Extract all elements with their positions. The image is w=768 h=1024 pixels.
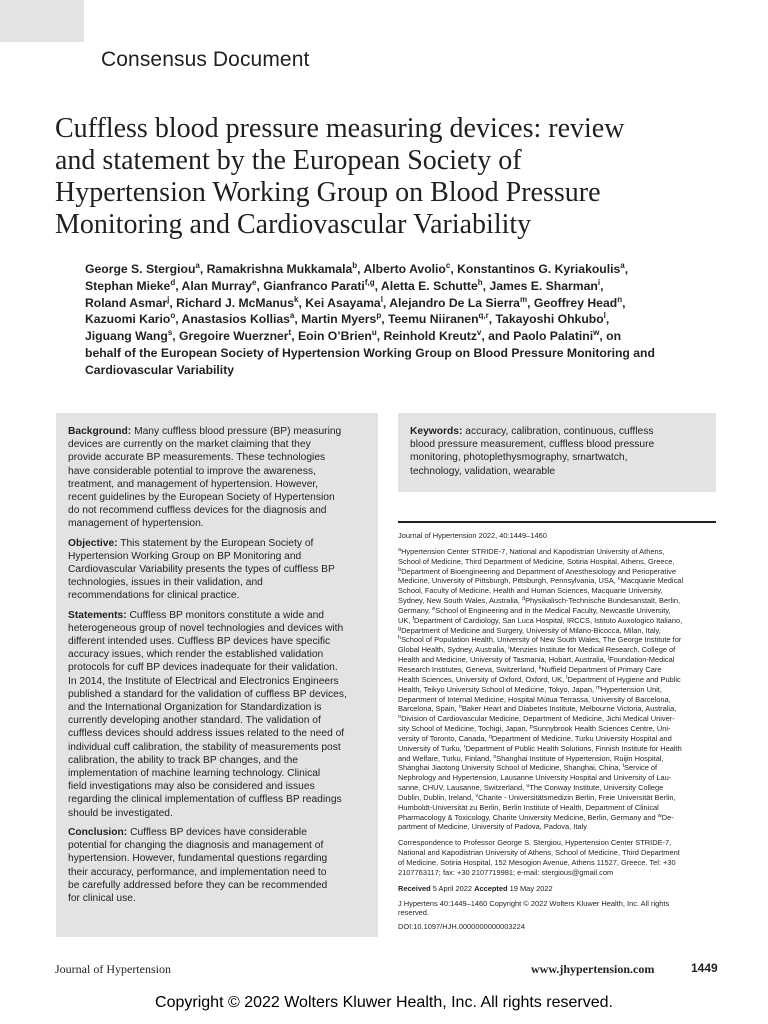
doi: DOI:10.1097/HJH.0000000000003224 — [398, 922, 525, 932]
received-label: Received — [398, 883, 431, 893]
author-line: Jiguang Wang$^s$, Gregoire Wuerzner$^t$, Eoin O’Brien$^u$, Reinhold Kreutz$^v$, and Paolo Palatini$^w$, on — [85, 328, 622, 344]
article-copyright: J Hypertens 40:1449–1460 Copyright © 2022 Wolters Kluwer Health, Inc. All rights reserved. — [398, 898, 670, 918]
author-line: Roland Asmar$^j$, Richard J. McManus$^k$, Kei Asayama$^l$, Alejandro De La Sierra$^m$, Geoffrey Head$^n$, — [85, 294, 626, 310]
page-number: 1449 — [691, 961, 718, 975]
abstract-conclusion-label: Conclusion: — [68, 826, 128, 838]
footer-journal-name: Journal of Hypertension — [55, 962, 171, 976]
title-line: Monitoring and Cardiovascular Variability — [55, 209, 532, 240]
author-list — [85, 261, 745, 379]
accepted-date: 19 May 2022 — [507, 883, 553, 893]
author-line: behalf of the European Society of Hypertension Working Group on Blood Pressure Monitoring and — [85, 345, 655, 360]
received-date: 5 April 2022 — [430, 883, 475, 893]
article-dates — [398, 884, 716, 894]
section-label: Consensus Document — [101, 48, 310, 71]
title-line: and statement by the European Society of — [55, 145, 522, 176]
author-line: Kazuomi Kario$^o$, Anastasios Kollias$^a$, Martin Myers$^p$, Teemu Niiranen$^{q,r}$, Takayoshi Ohkubo$^l$, — [85, 311, 610, 327]
author-line: George S. Stergiou$^a$, Ramakrishna Mukkamala$^b$, Alberto Avolio$^c$, Konstantinos G. Kyriakoulis$^a$, — [85, 261, 629, 276]
article-title — [55, 113, 735, 241]
abstract-box — [56, 413, 378, 937]
abstract-statements: Statements: Cuffless BP monitors constitute a wide and heterogeneous group of novel technologies and devices with different intended uses. Cuffless BP devices have specific accuracy issues, which render the established validation protocols for cuff BP devices inadequate for their validation. In 2014, the Institute of Electrical and Electronics Engineers published a standard for the validation of cuffless BP devices, and the International Organization for Standardization is currently developing another standard. The validation of cuffless devices should address issues related to the need of individual cuff calibration, the stability of measurements post calibration, the ability to track BP changes, and the implementation of machine learning technology. Clinical field investigations may also be considered and issues regarding the clinical implementation of cuffless BP readings should be investigated. — [68, 609, 347, 819]
abstract-conclusion: Conclusion: Cuffless BP devices have considerable potential for changing the diagnosis and management of hypertension. However, fundamental questions regarding their accuracy, performance, and implementation need to be carefully addressed before they can be recommended for clinical use. — [68, 826, 328, 904]
abstract-objective: Objective: This statement by the European Society of Hypertension Working Group on BP Monitoring and Cardiovascular Variability presents the types of cuffless BP technologies, issues in their validation, and recommendations for clinical practice. — [68, 537, 335, 602]
title-line: Cuffless blood pressure measuring devices: review — [55, 113, 625, 144]
abstract-statements-label: Statements: — [68, 609, 127, 621]
title-line: Hypertension Working Group on Blood Pressure — [55, 177, 601, 208]
correspondence: Correspondence to Professor George S. Stergiou, Hypertension Center STRIDE-7, National and Kapodistrian University of Athens, School of Medicine, Third Department of Medicine, Sotiria Hospital, 152 Mesogion Avenue, Athens 11527, Greece. Tel: +30 2107763117; fax: +30 2107719981; e-mail: stergious@gmail.com — [398, 838, 680, 877]
abstract-background-label: Background: — [68, 426, 132, 437]
article-metadata — [398, 531, 716, 932]
footer-url: www.jhypertension.com — [531, 962, 655, 976]
affiliations: $^a$Hypertension Center STRIDE-7, National and Kapodistrian University of Athens, School of Medicine, Third Department of Medicine, Sotiria Hospital, Athens, Greece, $^b$Department of Bioengineering and Department of Anesthesiology and Perioperative Medicine, University of Pittsburgh, Pittsburgh, Pennsylvania, USA, $^c$Macquarie Medical School, Faculty of Medicine, Health and Human Sciences, Macquarie University, Sydney, New South Wales, Australia, $^d$Physikalisch-Technische Bundesanstalt, Berlin, Germany, $^e$School of Engineering and in the Medical Faculty, Newcastle University, UK, $^f$Department of Cardiology, San Luca Hospital, IRCCS, Istituto Auxologico Italiano, $^g$Department of Medicine and Surgery, University of Milano-Bicocca, Milan, Italy, $^h$School of Population Health, University of New South Wales, The George Institute for Global Health, Sydney, Australia, $^i$Menzies Institute for Medical Research, College of Health and Medicine, University of Tasmania, Hobart, Australia, $^j$Foundation-Medical Research Institutes, Geneva, Switzerland, $^k$Nuffield Department of Primary Care Health Sciences, University of Oxford, Oxford, UK, $^l$Department of Hygiene and Public Health, Teikyo University School of Medicine, Tokyo, Japan, $^m$Hypertension Unit, Department of Internal Medicine, Hospital Mútua Terrassa, University of Barcelona, Barcelona, Spain, $^n$Baker Heart and Diabetes Institute, Melbourne Victoria, Australia, $^o$Division of Cardiovascular Medicine, Department of Medicine, Jichi Medical Univer- sity School of Medicine, Tochigi, Japan, $^p$Sunnybrook Health Sciences Centre, Uni- versity of Toronto, Canada, $^q$Department of Medicine, Turku University Hospital and University of Turku, $^r$Department of Public Health Solutions, Finnish Institute for Health and Welfare, Turku, Finland, $^s$Shanghai Institute of Hypertension, Ruijin Hospital, Shanghai Jiaotong University School of Medicine, Shanghai, China, $^t$Service of Nephrology and Hypertension, Lausanne University Hospital and University of Lau- sanne, CHUV, Lausanne, Switzerland, $^u$The Conway Institute, University College Dublin, Dublin, Ireland, $^v$Charite - Universitätsmedizin Berlin, Freie Universität Berlin, Humboldt-Universität zu Berlin, Berlin Institute of Health, Department of Clinical Pharmacology & Toxicology, Charite University Medicine, Berlin, Germany and $^w$De- partment of Medicine, University of Padova, Padova, Italy — [398, 546, 684, 832]
author-line: Stephan Mieke$^d$, Alan Murray$^e$, Gianfranco Parati$^{f,g}$, Aletta E. Schutte$^h$, James E. Sharman$^i$, — [85, 277, 604, 293]
journal-reference: Journal of Hypertension 2022, 40:1449–1460 — [398, 531, 547, 540]
corner-tab — [0, 0, 84, 42]
column-divider — [398, 521, 716, 523]
keywords-box: Keywords: accuracy, calibration, continuous, cuffless blood pressure measurement, cuffless blood pressure monitoring, photoplethysmography, smartwatch, technology, validation, wearable — [398, 413, 716, 492]
accepted-label: Accepted — [474, 883, 508, 893]
copyright-banner: Copyright © 2022 Wolters Kluwer Health, Inc. All rights reserved. — [155, 994, 613, 1011]
keywords-label: Keywords: — [410, 426, 463, 437]
author-line: Cardiovascular Variability — [85, 362, 235, 377]
abstract-background: Background: Many cuffless blood pressure (BP) measuring devices are currently on the market claiming that they provide accurate BP measurements. These technologies have considerable potential to improve the awareness, treatment, and management of hypertension. However, recent guidelines by the European Society of Hypertension do not recommend cuffless devices for the diagnosis and management of hypertension. — [68, 426, 342, 530]
abstract-objective-label: Objective: — [68, 537, 118, 549]
